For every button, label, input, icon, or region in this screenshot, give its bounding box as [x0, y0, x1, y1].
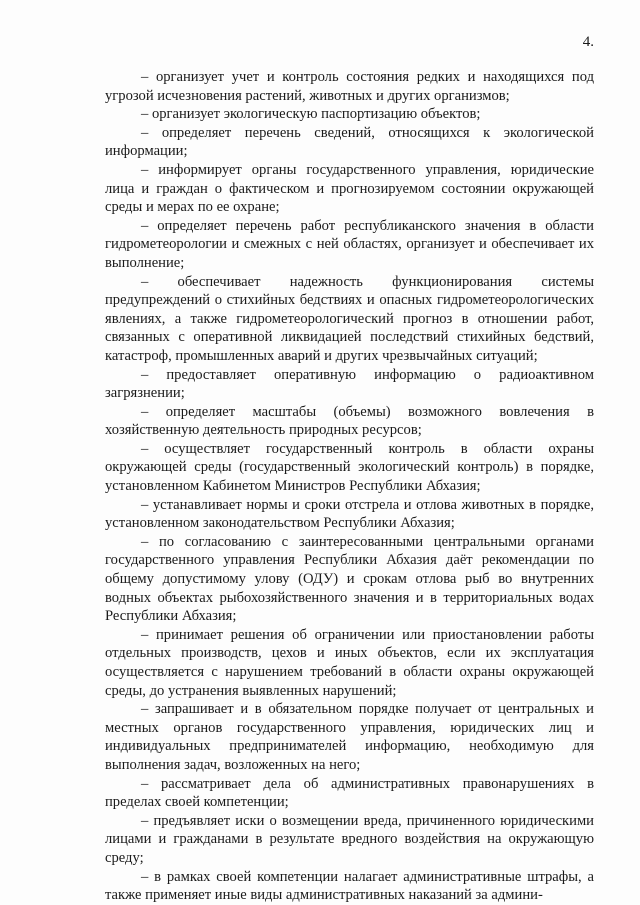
paragraph-natural-resources: – определяет масштабы (объемы) возможного вовлечения в хозяйственную деятельность природных ресурсов;	[105, 403, 594, 439]
page-number: 4.	[582, 34, 594, 50]
paragraph-rare-species: – организует учет и контроль состояния редких и находящихся под угрозой исчезновения растений, животных и других организмов;	[105, 69, 594, 104]
paragraph-state-control: – осуществляет государственный контроль в области охраны окружающей среды (государственный экологический контроль) в порядке, установленном Кабинетом Министров Республики Абхазия;	[105, 440, 594, 495]
paragraph-damage-claims: – предъявляет иски о возмещении вреда, причиненного юридическими лицами и гражданами в результате вредного воздействия на окружающую среду;	[105, 812, 594, 866]
paragraph-eco-info-list: – определяет перечень сведений, относящихся к экологической информации;	[105, 124, 594, 160]
paragraph-informs-bodies: – информирует органы государственного управления, юридические лица и граждан о фактическом и прогнозируемом состоянии окружающей среды и мерах по ее охране;	[105, 161, 594, 216]
paragraph-warning-system: – обеспечивает надежность функционирования системы предупреждений о стихийных бедствиях и опасных гидрометеорологических явлениях, а также гидрометеорологический прогноз в отношении работ, связанных с оперативной ликвидацией последствий стихийных бедствий, катастроф, промышленных аварий и других чрезвычайных ситуаций;	[105, 273, 594, 364]
document-body	[105, 68, 594, 905]
paragraph-suspension-decisions: – принимает решения об ограничении или приостановлении работы отдельных производств, цехов и иных объектов, если их эксплуатация осуществляется с нарушением требований в области охраны окружающей среды, до устранения выявленных нарушений;	[105, 626, 594, 699]
paragraph-administrative-fines: – в рамках своей компетенции налагает административные штрафы, а также применяет иные виды административных наказаний за админи-	[105, 868, 594, 904]
paragraph-information-requests: – запрашивает и в обязательном порядке получает от центральных и местных органов государственного управления, юридических лиц и индивидуальных предпринимателей информацию, необходимую для выполнения задач, возложенных на него;	[105, 701, 594, 773]
paragraph-administrative-cases: – рассматривает дела об административных правонарушениях в пределах своей компетенции;	[105, 775, 594, 811]
paragraph-hydromet-works: – определяет перечень работ республиканского значения в области гидрометеорологии и смежных с ней областях, организует и обеспечивает их выполнение;	[105, 217, 594, 271]
paragraph-fishing-catch: – по согласованию с заинтересованными центральными органами государственного управления Республики Абхазия даёт рекомендации по общему допустимому улову (ОДУ) и срокам отлова рыб во внутренних водных объектах рыбохозяйственного значения и в территориальных водах Республики Абхазия;	[105, 533, 594, 625]
paragraph-eco-passport: – организует экологическую паспортизацию объектов;	[141, 106, 481, 123]
paragraph-hunting-norms: – устанавливает нормы и сроки отстрела и отлова животных в порядке, установленном законодательством Республики Абхазия;	[105, 496, 594, 532]
paragraph-radioactive-info: – предоставляет оперативную информацию о радиоактивном загрязнении;	[105, 366, 594, 402]
